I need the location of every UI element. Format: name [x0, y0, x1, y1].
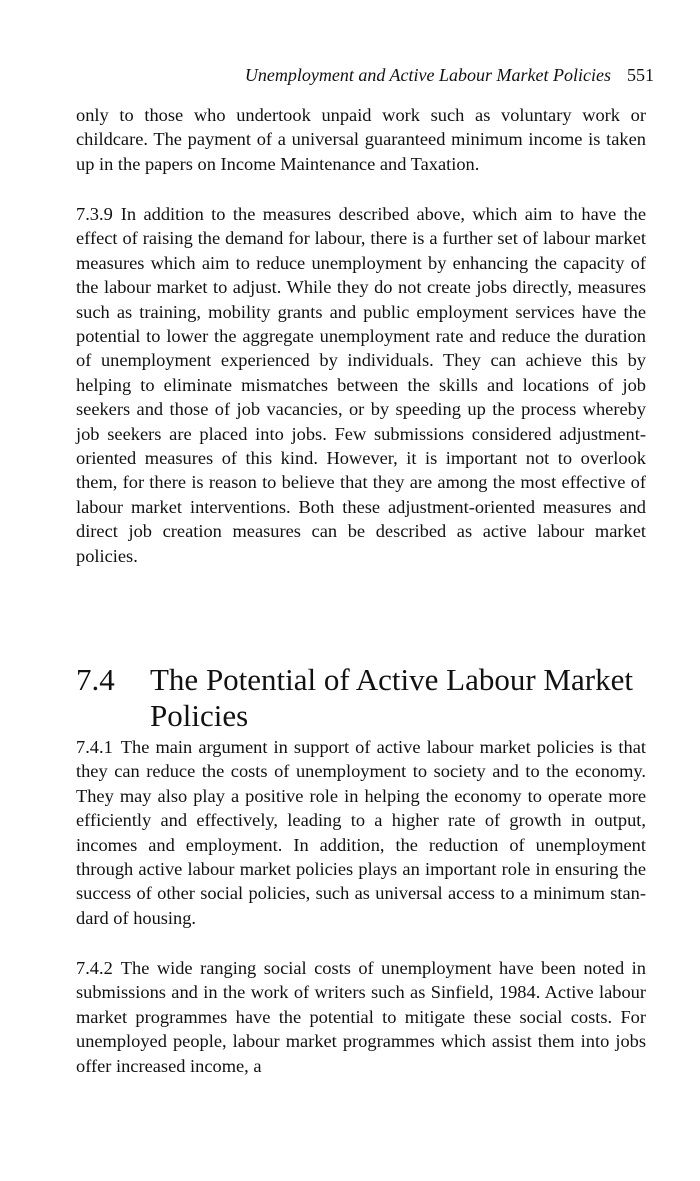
page-number: 551 [627, 65, 654, 85]
paragraph-text: The main argument in support of active labour market policies is that they can reduce the costs of unemployment to society and to the economy. They may also play a positive role in helping the economy to operate more efficiently and effectively, leading to a higher rate of growth in output, incomes and employment. In addition, the reduction of unemployment through active labour market policies plays an important role in ensuring the success of other social policies, such as universal access to a minimum standard of housing. [76, 737, 646, 928]
paragraph-text: In addition to the measures described above, which aim to have the effect of raising the demand for labour, there is a further set of labour market measures which aim to reduce unemployment by enhancing the capacity of the labour market to adjust. While they do not create jobs directly, measures such as training, mobility grants and public employment services have the potential to lower the aggregate unemployment rate and reduce the duration of unemployment experienced by individuals. They can achieve this by helping to eliminate mismatches between the skills and locations of job seekers and those of job vacancies, or by speeding up the process whereby job seekers are placed into jobs. Few submissions considered adjustment-oriented measures of this kind. However, it is important not to overlook them, for there is reason to believe that they are among the most effective of labour market interventions. Both these adjustment-oriented measures and direct job creation measures can be described as active labour market policies. [76, 204, 646, 566]
section-number: 7.4 [76, 662, 115, 697]
running-title: Unemployment and Active Labour Market Policies [244, 65, 611, 85]
paragraph-text: only to those who undertook unpaid work such as voluntary work or childcare. The payment of a universal guaranteed minimum income is taken up in the papers on Income Maintenance and Taxation. [76, 105, 646, 174]
section-title: The Potential of Active Labour Market Policies [150, 662, 633, 733]
paragraph-7-4-2 [76, 956, 646, 1078]
paragraph-continuation [76, 103, 646, 176]
paragraph-number: 7.4.2 [76, 958, 113, 978]
paragraph-7-4-1 [76, 735, 646, 930]
paragraph-7-3-9 [76, 202, 646, 568]
paragraph-number: 7.4.1 [76, 737, 113, 757]
paragraph-number: 7.3.9 [76, 204, 113, 224]
running-header [76, 64, 654, 86]
section-heading [76, 662, 656, 734]
paragraph-text: The wide ranging social costs of unemployment have been noted in submissions and in the work of writers such as Sinfield, 1984. Active labour market programmes have the potential to mitigate these social costs. For unemployed people, labour market programmes which assist them into jobs offer increased income, a [76, 958, 646, 1076]
